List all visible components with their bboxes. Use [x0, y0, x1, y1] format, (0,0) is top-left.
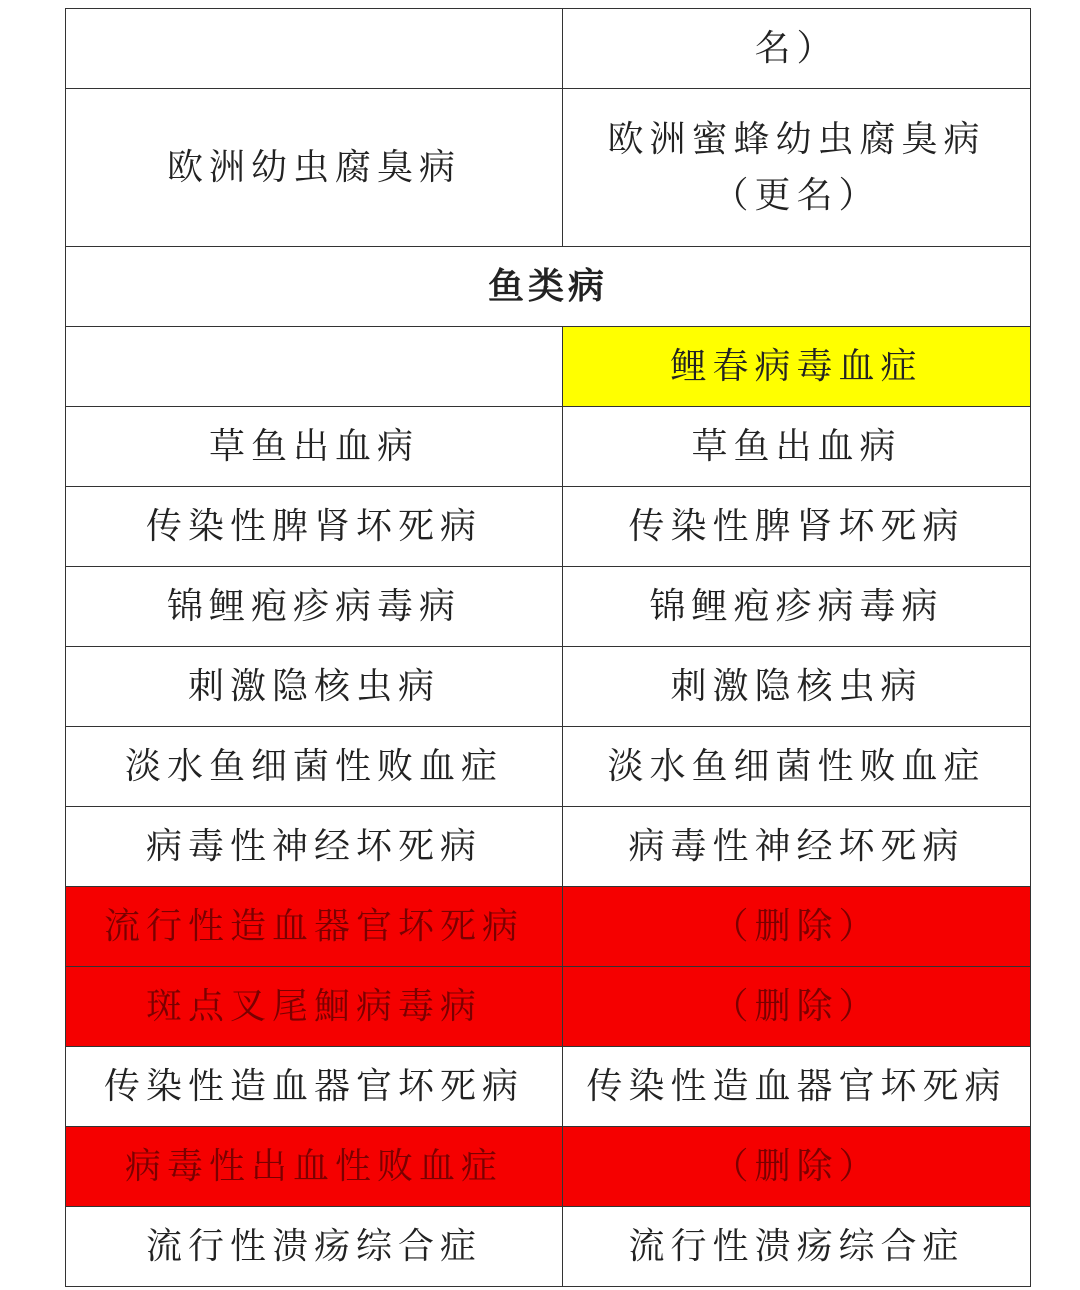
table-cell-old: 欧洲幼虫腐臭病 [66, 89, 563, 247]
table-cell-old: 刺激隐核虫病 [66, 647, 563, 727]
highlighted-cell-new: 鲤春病毒血症 [563, 327, 1031, 407]
table-cell-old [66, 327, 563, 407]
table-row [66, 89, 1031, 247]
table-row [66, 807, 1031, 887]
table-cell-new: 病毒性神经坏死病 [563, 807, 1031, 887]
table-row [66, 9, 1031, 89]
table-cell-old: 传染性造血器官坏死病 [66, 1047, 563, 1127]
table-row [66, 647, 1031, 727]
deleted-marker: （删除） [563, 887, 1031, 967]
table-cell-old: 病毒性神经坏死病 [66, 807, 563, 887]
table-cell-new: 传染性脾肾坏死病 [563, 487, 1031, 567]
table-cell-new: 流行性溃疡综合症 [563, 1207, 1031, 1287]
deleted-marker: （删除） [563, 967, 1031, 1047]
table-cell-old: 传染性脾肾坏死病 [66, 487, 563, 567]
table-cell-new: 淡水鱼细菌性败血症 [563, 727, 1031, 807]
table-cell-old: 淡水鱼细菌性败血症 [66, 727, 563, 807]
table-cell-new: 传染性造血器官坏死病 [563, 1047, 1031, 1127]
table-cell-old: 锦鲤疱疹病毒病 [66, 567, 563, 647]
table-row [66, 327, 1031, 407]
table-row [66, 407, 1031, 487]
table-cell-old: 流行性溃疡综合症 [66, 1207, 563, 1287]
table-cell-new: 名） [563, 9, 1031, 89]
table-cell-old: 病毒性出血性败血症 [66, 1127, 563, 1207]
table-cell-new: 刺激隐核虫病 [563, 647, 1031, 727]
deleted-row [66, 1127, 1031, 1207]
disease-comparison-table [65, 8, 1031, 1287]
table-cell-old: 流行性造血器官坏死病 [66, 887, 563, 967]
deleted-marker: （删除） [563, 1127, 1031, 1207]
section-header-row [66, 247, 1031, 327]
table-row [66, 727, 1031, 807]
section-title: 鱼类病 [66, 247, 1031, 327]
table-row [66, 1047, 1031, 1127]
table-cell-old: 斑点叉尾鮰病毒病 [66, 967, 563, 1047]
table-cell-old: 草鱼出血病 [66, 407, 563, 487]
table-cell-new: 草鱼出血病 [563, 407, 1031, 487]
table-cell-old [66, 9, 563, 89]
deleted-row [66, 967, 1031, 1047]
deleted-row [66, 887, 1031, 967]
table-row [66, 1207, 1031, 1287]
table-row [66, 487, 1031, 567]
table-cell-new: 欧洲蜜蜂幼虫腐臭病（更名） [563, 89, 1031, 247]
table-row [66, 567, 1031, 647]
table-cell-new: 锦鲤疱疹病毒病 [563, 567, 1031, 647]
